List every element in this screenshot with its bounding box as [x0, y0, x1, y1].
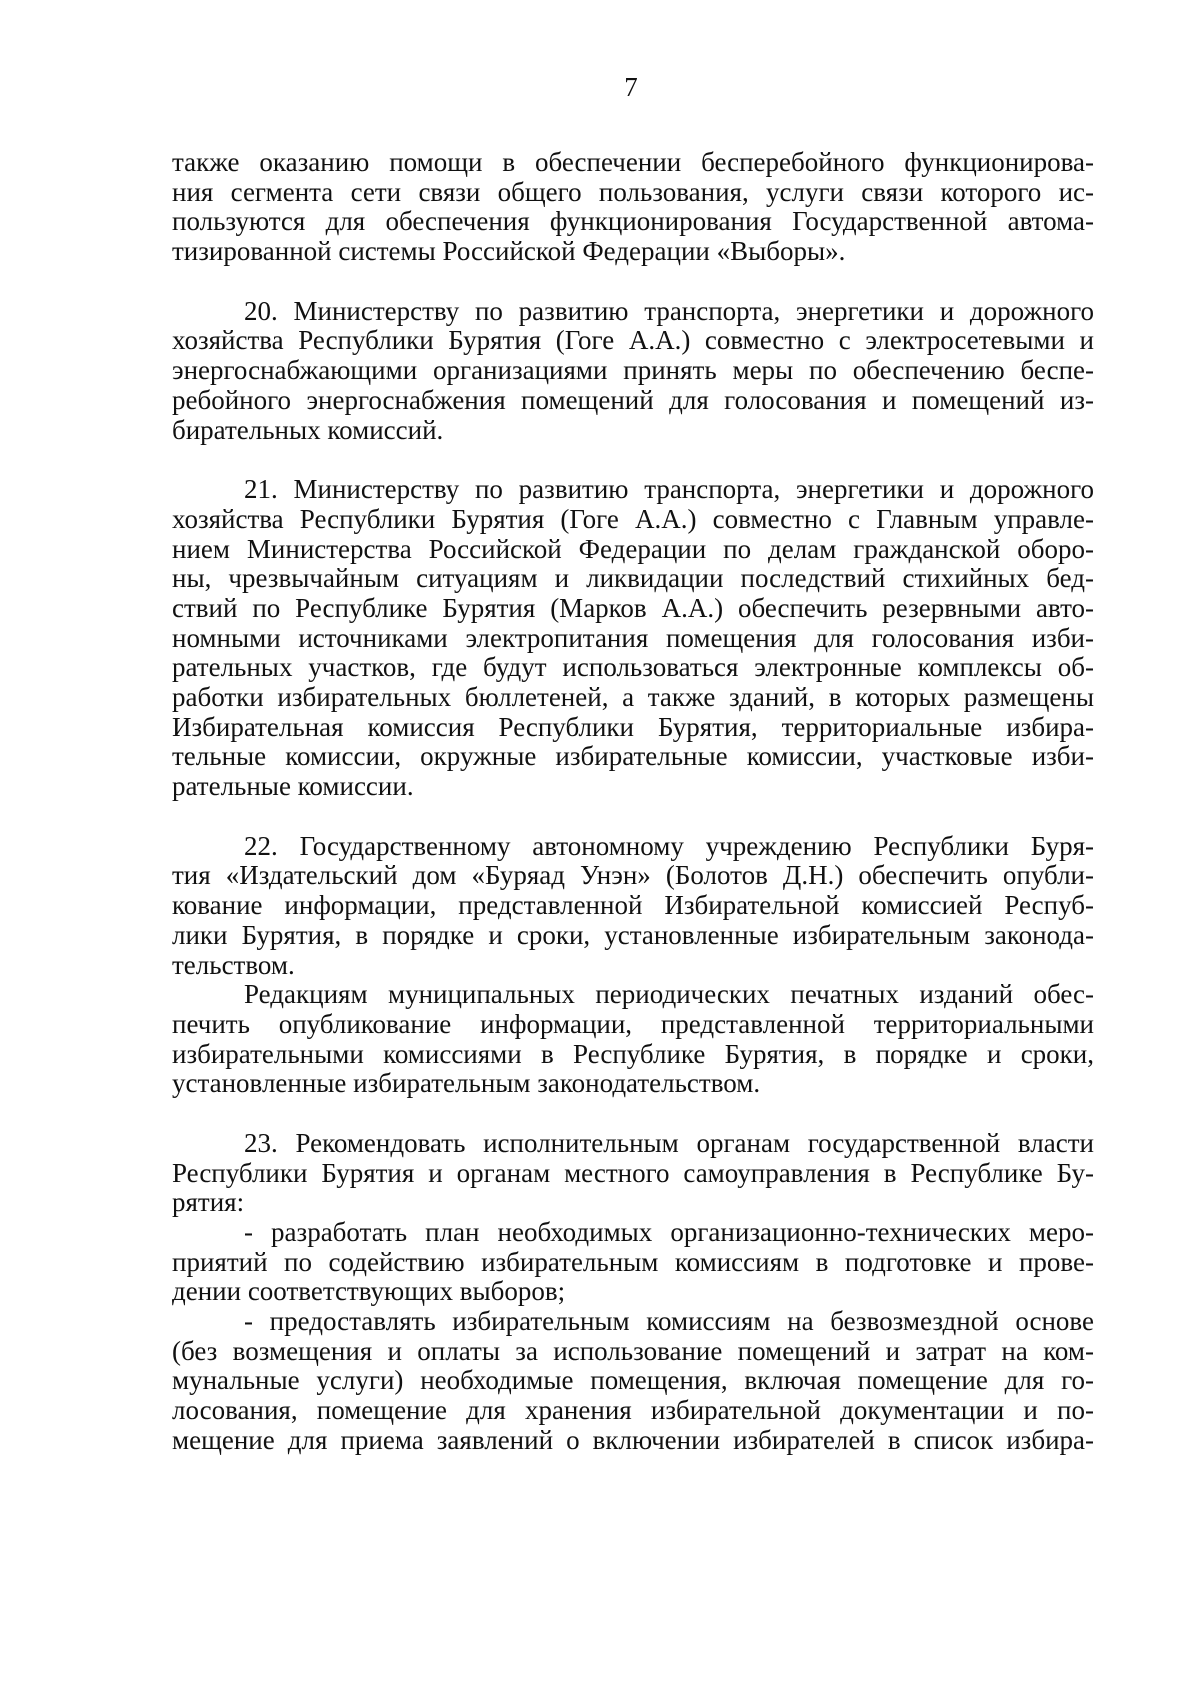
- text-line: дении соответствующих выборов;: [172, 1276, 566, 1307]
- text-line: лосования, помещение для хранения избирательной документации и по-: [172, 1395, 1094, 1426]
- text-line: 21. Министерству по развитию транспорта, энергетики и дорожного: [244, 474, 1094, 505]
- paragraph-continuation: [172, 148, 1094, 267]
- list-item: [172, 1307, 1094, 1455]
- text-line: 20. Министерству по развитию транспорта, энергетики и дорожного: [244, 295, 1094, 326]
- page-body: [172, 148, 1094, 1456]
- text-line: - разработать план необходимых организационно-технических меро-: [244, 1217, 1094, 1247]
- text-line: ния сегмента сети связи общего пользования, услуги связи которого ис-: [172, 176, 1094, 207]
- text-line: хозяйства Республики Бурятия (Гоге А.А.) совместно с электросетевыми и: [172, 325, 1094, 356]
- text-line: также оказанию помощи в обеспечении бесперебойного функционирова-: [172, 147, 1094, 177]
- text-line: тельные комиссии, окружные избирательные комиссии, участковые изби-: [172, 741, 1094, 772]
- paragraph-20: [172, 297, 1094, 445]
- text-line: мещение для приема заявлений о включении избирателей в список избира-: [172, 1424, 1094, 1455]
- list-item: [172, 1218, 1094, 1307]
- paragraph-22: [172, 832, 1094, 980]
- paragraph-22-editorial: [172, 980, 1094, 1099]
- text-line: тия «Издательский дом «Буряад Унэн» (Болотов Д.Н.) обеспечить опубли-: [172, 860, 1094, 891]
- paragraph-23: [172, 1129, 1094, 1218]
- text-line: тельством.: [172, 949, 295, 980]
- text-line: - предоставлять избирательным комиссиям на безвозмездной основе: [244, 1306, 1094, 1337]
- text-line: приятий по содействию избирательным комиссиям в подготовке и прове-: [172, 1246, 1094, 1277]
- text-line: 23. Рекомендовать исполнительным органам государственной власти: [244, 1127, 1094, 1158]
- text-line: рательные комиссии.: [172, 771, 414, 802]
- text-line: пользуются для обеспечения функционирования Государственной автома-: [172, 206, 1094, 237]
- text-line: хозяйства Республики Бурятия (Гоге А.А.) совместно с Главным управле-: [172, 503, 1094, 534]
- text-line: 22. Государственному автономному учреждению Республики Буря-: [244, 830, 1094, 861]
- text-line: лики Бурятия, в порядке и сроки, установленные избирательным законода-: [172, 919, 1094, 950]
- page-number: 7: [624, 72, 638, 102]
- text-line: Республики Бурятия и органам местного самоуправления в Республике Бу-: [172, 1157, 1094, 1188]
- text-line: (без возмещения и оплаты за использование помещений и затрат на ком-: [172, 1335, 1094, 1366]
- text-line: кование информации, представленной Избирательной комиссией Респуб-: [172, 890, 1094, 921]
- text-line: номными источниками электропитания помещения для голосования изби-: [172, 622, 1094, 653]
- text-line: энергоснабжающими организациями принять меры по обеспечению беспе-: [172, 355, 1094, 386]
- text-line: нием Министерства Российской Федерации по делам гражданской оборо-: [172, 533, 1094, 564]
- text-line: работки избирательных бюллетеней, а также зданий, в которых размещены: [172, 682, 1094, 712]
- text-line: мунальные услуги) необходимые помещения, включая помещение для го-: [172, 1365, 1094, 1396]
- text-line: Избирательная комиссия Республики Бурятия, территориальные избира-: [172, 711, 1094, 742]
- text-line: тизированной системы Российской Федерации «Выборы».: [172, 236, 846, 267]
- text-line: ребойного энергоснабжения помещений для голосования и помещений из-: [172, 384, 1094, 415]
- text-line: установленные избирательным законодательством.: [172, 1068, 761, 1099]
- paragraph-21: [172, 475, 1094, 802]
- text-line: бирательных комиссий.: [172, 414, 444, 445]
- text-line: рятия:: [172, 1187, 245, 1218]
- text-line: ны, чрезвычайным ситуациям и ликвидации последствий стихийных бед-: [172, 563, 1094, 594]
- text-line: печить опубликование информации, представленной территориальными: [172, 1008, 1094, 1039]
- text-line: рательных участков, где будут использоваться электронные комплексы об-: [172, 652, 1094, 683]
- text-line: ствий по Республике Бурятия (Марков А.А.) обеспечить резервными авто-: [172, 592, 1094, 623]
- text-line: избирательными комиссиями в Республике Бурятия, в порядке и сроки,: [172, 1038, 1094, 1069]
- text-line: Редакциям муниципальных периодических печатных изданий обес-: [244, 979, 1094, 1010]
